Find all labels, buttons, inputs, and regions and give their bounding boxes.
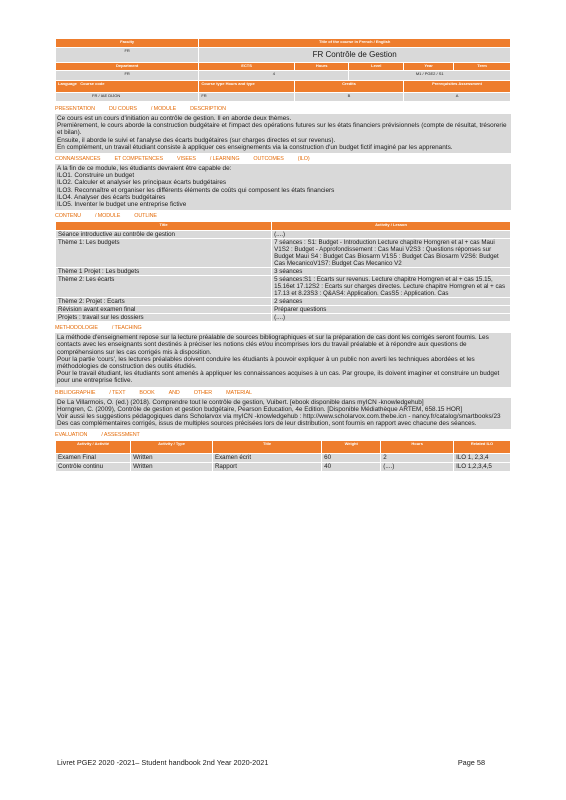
heading-word: OUTLINE: [134, 213, 157, 220]
methodologie-line: La méthode d'enseignement repose sur la lecture préalable de sources bibliographiques et sur la préparation de cas dont les corrigés seront fournis. Les contacts avec les enseignants sont destinés à préciser les notions clés et/ou incomprises lors du travail préalable et à répondre aux questions de compréhensions sur les cas corrigés mis à disposition.: [57, 334, 489, 356]
contenu-row-activity: 7 séances : S1: Budget - Introduction Lecture chapitre Horngren et al + cas Maui V1S2 : Budget - Approfondissement : Cas Maui V2S3 : Questions réponses sur Budget Maui S4 : Budget Cas Biosarm V1S5 : Budget Cas Biosarm V2S6: Budget Cas MecanicoV1S7: Budget Cas Mecanico V2: [272, 239, 511, 268]
eval-col-type: Activity / Type: [131, 441, 213, 454]
eval-cell: Written: [131, 454, 213, 463]
heading-word: / MODULE: [94, 213, 121, 220]
contenu-row-title: Séance introductive au contrôle de gestion: [56, 231, 272, 239]
heading-word: VISEES: [176, 156, 196, 163]
bibliography-line: Des cas complémentaires corrigés, issus de multiples sources précisées lors de leur distribution, sont fournis en rapport avec chacune des séances.: [57, 420, 477, 428]
header-ects-label: ECTS: [199, 63, 295, 71]
heading-word: (ILO): [297, 156, 310, 163]
contenu-heading: [55, 213, 511, 220]
competence-line: ILO3. Reconnaître et organiser les différents éléments de coûts qui composent les états financiers: [57, 186, 335, 194]
eval-cell: 60: [322, 454, 381, 463]
header-level-value: M1 / PGE2 / S1: [349, 71, 511, 81]
bibliographie-heading: [55, 390, 511, 397]
evaluation-table: [55, 440, 511, 472]
contenu-row-title: Révision avant examen final: [56, 306, 272, 314]
contenu-row-activity: Préparer questions: [272, 306, 511, 314]
competence-line: ILO4. Analyser des écarts budgétaires: [57, 193, 166, 201]
heading-word: PRESENTATION: [55, 106, 95, 112]
competence-line: A la fin de ce module, les étudiants devraient être capable de:: [57, 165, 232, 173]
header-department-value: FR: [56, 71, 199, 81]
bibliography-line: Horngren, C. (2009), Contrôle de gestion et gestion budgétaire, Pearson Education, 4e Edition. [Disponible Médiathèque ARTEM, 658.15 HOR]: [57, 405, 463, 413]
header-type-value: B: [294, 93, 403, 102]
contenu-row-title: Thème 2: Les écarts: [56, 276, 272, 298]
presentation-line: Ensuite, il aborde le suivi et l'analyse des écarts budgétaires (sur charges directes et sur revenus).: [57, 136, 336, 144]
course-info-table: [55, 38, 511, 102]
contenu-row-title: Thème 1: Les budgets: [56, 239, 272, 268]
competences-heading: [55, 156, 511, 163]
type-label: Course type: [201, 81, 225, 86]
eval-col-ilo: Related ILO: [454, 441, 511, 454]
page-footer: [57, 758, 485, 767]
contenu-col-title: Title: [56, 222, 272, 231]
heading-word: ET COMPETENCES: [114, 156, 163, 163]
competence-line: ILO5. Inventer le budget une entreprise fictive: [57, 201, 187, 209]
heading-word: CONTENU: [55, 213, 81, 220]
heading-word: EVALUATION: [55, 432, 88, 439]
eval-cell: 40: [322, 463, 381, 472]
header-hours-label: Hours: [294, 63, 349, 71]
bibliographie-box: [55, 398, 511, 430]
eval-cell: Contrôle continu: [56, 463, 131, 472]
lang-value: FR / IAE DIJON: [92, 93, 121, 98]
contenu-col-activity: Activity / Lesson: [272, 222, 511, 231]
presentation-heading: [55, 106, 511, 113]
header-assessment-value: A: [404, 93, 511, 102]
heading-word: / TEACHING: [111, 325, 142, 332]
heading-word: METHODOLOGIE: [55, 325, 98, 332]
contenu-row-title: Projets : travail sur les dossiers: [56, 314, 272, 322]
heading-word: / MODULE: [150, 106, 177, 112]
eval-cell: 2: [381, 454, 454, 463]
eval-cell: Written: [131, 463, 213, 472]
bibliography-line: Voir aussi les suggestions pédagogiques dans Scholarvox via myICN -knowledgehub : http://www.scholarvox.com.thebe.icn - nancy.fr/catalog/smartbooks/23: [57, 413, 501, 421]
footer-left: Livret PGE2 2020 -2021– Student handbook 2nd Year 2020-2021: [57, 758, 269, 767]
heading-word: DESCRIPTION: [190, 106, 226, 112]
header-language-label: [56, 81, 199, 93]
heading-word: / ASSESSMENT: [101, 432, 140, 439]
heading-word: DU COURS: [108, 106, 137, 112]
handbook-page: [55, 38, 511, 472]
eval-cell: (....): [381, 463, 454, 472]
methodologie-line: Pour la partie 'cours', les lectures préalables doivent conduire les étudiants à pouvoir expliquer à un public non averti les techniques abordées et les méthodologies de construction des outils étudiés.: [57, 355, 475, 371]
contenu-row-activity: 5 séances:S1 : Ecarts sur revenus. Lecture chapitre Horngren et al + cas 15.15, 15.16et 17.12S2 : Ecarts sur charges directes. Lecture chapitre Horngren et al + cas 17.13 et 8.23S3 : Q&AS4: Application. CasS5 : Application. Cas: [272, 276, 511, 298]
header-department-label: Department: [56, 63, 199, 71]
heading-word: / LEARNING: [209, 156, 240, 163]
eval-cell: ILO 1, 2,3,4: [454, 454, 511, 463]
header-faculty-value: FR: [56, 48, 199, 63]
header-code-value: FR: [199, 93, 295, 102]
heading-word: MATERIAL: [226, 389, 252, 396]
presentation-box: [55, 114, 511, 153]
competences-box: [55, 164, 511, 210]
bibliography-line: De La Villarmois, O. (ed.) (2018). Comprendre tout le contrôle de gestion, Vuibert. [ebook disponible dans myICN -knowledgehub]: [57, 398, 424, 406]
course-title: FR Contrôle de Gestion: [199, 48, 511, 63]
eval-cell: Examen Final: [56, 454, 131, 463]
header-year-label: Year: [404, 63, 454, 71]
contenu-row-title: Thème 2: Projet : Ecarts: [56, 298, 272, 306]
presentation-line: Ce cours est un cours d'initiation au contrôle de gestion. Il en aborde deux thèmes.: [57, 115, 292, 122]
heading-word: BOOK: [139, 389, 155, 396]
contenu-row-title: Thème 1 Projet : Les budgets: [56, 268, 272, 276]
contenu-row-activity: 3 séances: [272, 268, 511, 276]
heading-word: BIBLIOGRAPHIE: [55, 389, 96, 396]
presentation-line: En complément, un travail étudiant consiste à appliquer ces enseignements via la construction d'un budget fictif imaginé par les apprenants.: [57, 143, 453, 151]
contenu-row-activity: (....): [272, 314, 511, 322]
lang-label: Language: [58, 81, 77, 86]
heading-word: AND: [168, 389, 180, 396]
page-number: Page 58: [457, 758, 485, 767]
header-credits-label: Credits: [294, 81, 403, 93]
eval-col-hours: Hours: [381, 441, 454, 454]
header-term-label: Term: [454, 63, 511, 71]
heading-word: CONNAISSANCES: [55, 156, 101, 163]
header-type-label: [199, 81, 295, 93]
contenu-row-activity: 2 séances: [272, 298, 511, 306]
presentation-line: Premièrement, le cours aborde la construction budgétaire et l'impact des opérations futures sur les états financiers prévisionnels (compte de résultat, trésorerie et bilan).: [57, 122, 507, 137]
header-faculty-label: Faculty: [56, 39, 199, 48]
evaluation-heading: [55, 432, 511, 439]
heading-word: OUTCOMES: [253, 156, 284, 163]
eval-cell: ILO 1,2,3,4,5: [454, 463, 511, 472]
eval-col-activity: Activity / Activité: [56, 441, 131, 454]
eval-col-weight: Weight: [322, 441, 381, 454]
contenu-table: [55, 221, 511, 322]
eval-cell: Examen écrit: [212, 454, 321, 463]
header-title-label: Title of the course in French / English: [199, 39, 511, 48]
heading-word: / TEXT: [109, 389, 126, 396]
eval-cell: Rapport: [212, 463, 321, 472]
header-language-value: [56, 93, 199, 102]
prereq-label: Prerequisites: [432, 81, 458, 86]
contenu-row-activity: (....): [272, 231, 511, 239]
competence-line: ILO1. Construire un budget: [57, 172, 135, 180]
competence-line: ILO2. Calculer et analyser les principaux écarts budgétaires: [57, 179, 227, 187]
header-prereq-label: [404, 81, 511, 93]
hours-type-label: Hours and type: [225, 81, 255, 86]
methodologie-box: [55, 333, 511, 386]
header-level-label: Level: [349, 63, 404, 71]
methodologie-heading: [55, 325, 511, 332]
methodologie-line: Pour le travail étudiant, les étudiants sont amenés à appliquer les connaissances acquises à un cas. Par groupe, ils doivent imaginer et construire un budget pour une entreprise fictive.: [57, 370, 500, 385]
header-ects-value: 4: [199, 71, 349, 81]
eval-col-title: Title: [212, 441, 321, 454]
code-label: Course code: [80, 81, 105, 86]
assessment-label: Assessment: [458, 81, 482, 86]
heading-word: OTHER: [193, 389, 213, 396]
